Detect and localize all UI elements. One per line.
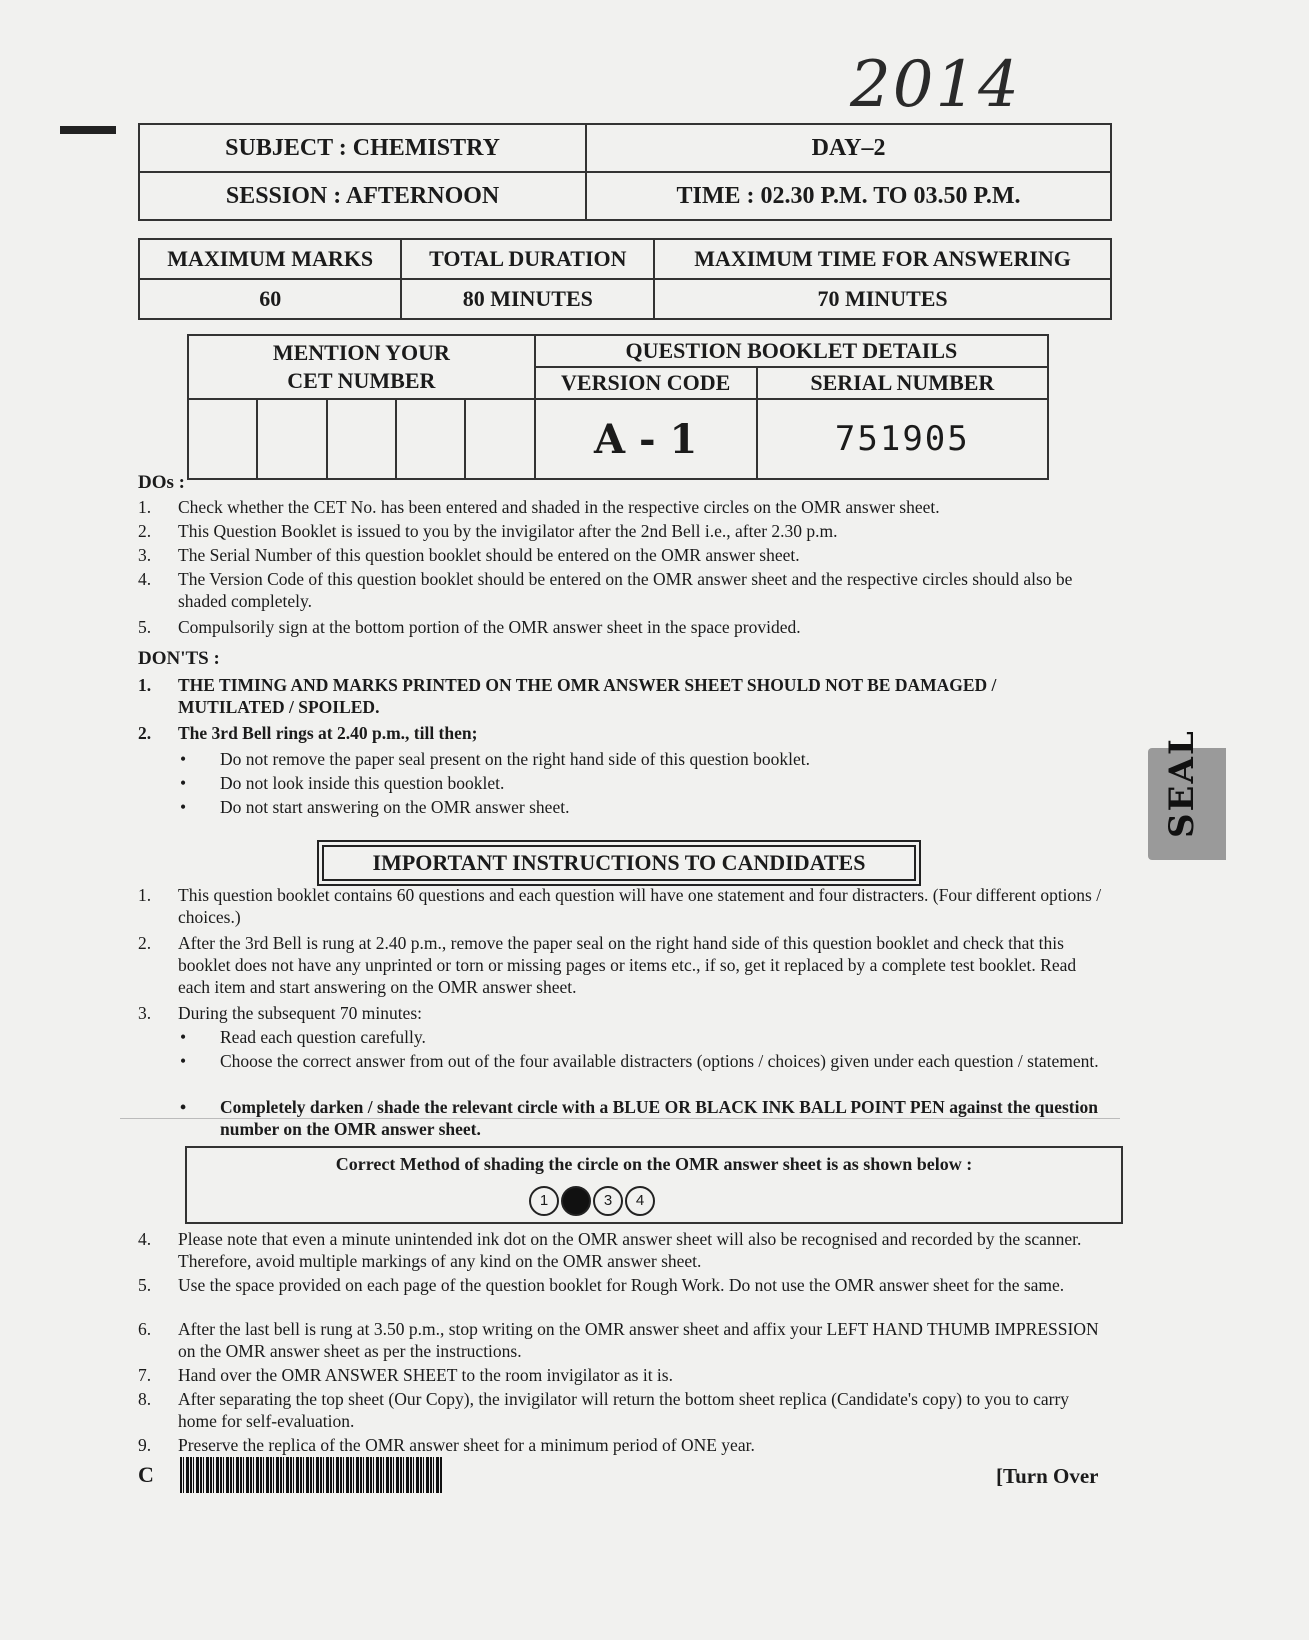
shading-caption: Correct Method of shading the circle on the OMR answer sheet is as shown below : — [335, 1154, 973, 1174]
item-number: 6. — [138, 1319, 152, 1339]
total-duration-header: TOTAL DURATION — [401, 239, 654, 279]
max-marks-value: 60 — [139, 279, 401, 319]
instruction-item — [138, 884, 1106, 928]
barcode — [180, 1457, 442, 1493]
cet-digit-box[interactable] — [327, 399, 396, 479]
cet-number-label — [188, 335, 535, 399]
bullet-text: Do not look inside this question booklet. — [220, 773, 505, 793]
version-code-label: VERSION CODE — [535, 367, 757, 399]
time-cell: TIME : 02.30 P.M. TO 03.50 P.M. — [586, 172, 1111, 220]
item-text: During the subsequent 70 minutes: — [178, 1003, 423, 1023]
item-text: Compulsorily sign at the bottom portion of the OMR answer sheet in the space provided. — [178, 617, 801, 637]
cet-digit-box[interactable] — [465, 399, 534, 479]
item-number: 1. — [138, 675, 152, 695]
omr-bubbles — [529, 1186, 655, 1216]
donts-item — [138, 674, 1106, 718]
omr-bubble: 1 — [529, 1186, 559, 1216]
omr-bubble: 3 — [593, 1186, 623, 1216]
max-time-value: 70 MINUTES — [654, 279, 1111, 319]
instruction-item — [138, 1388, 1106, 1432]
cet-digit-box[interactable] — [257, 399, 326, 479]
cet-label-line2: CET NUMBER — [287, 368, 436, 393]
seal-label: SEAL — [1162, 729, 1202, 838]
dos-item — [138, 616, 1106, 638]
item-number: 4. — [138, 569, 152, 589]
item-number: 8. — [138, 1389, 152, 1409]
item-text: The Serial Number of this question booklet should be entered on the OMR answer sheet. — [178, 545, 800, 565]
item-number: 2. — [138, 933, 152, 953]
booklet-details-label: QUESTION BOOKLET DETAILS — [535, 335, 1048, 367]
dos-item — [138, 496, 1106, 518]
divider — [120, 1118, 1120, 1119]
instruction-bullet: • Choose the correct answer from out of the four available distracters (options / choices) given under each question / statement. — [180, 1050, 1106, 1072]
instruction-item — [138, 1228, 1106, 1272]
item-number: 4. — [138, 1229, 152, 1249]
item-text: After the 3rd Bell is rung at 2.40 p.m., remove the paper seal on the right hand side of this question booklet and check that this booklet does not have any unprinted or torn or missing pages or items etc., if so, get it replaced by a complete test booklet. Read each item and start answering on the OMR answer sheet. — [178, 933, 1077, 997]
paper-seal[interactable] — [1148, 729, 1226, 860]
instruction-item — [138, 1318, 1106, 1362]
dos-item — [138, 544, 1106, 566]
item-text: Hand over the OMR ANSWER SHEET to the room invigilator as it is. — [178, 1365, 673, 1385]
item-number: 5. — [138, 617, 152, 637]
item-text: Check whether the CET No. has been entered and shaded in the respective circles on the OMR answer sheet. — [178, 497, 940, 517]
item-text: After separating the top sheet (Our Copy), the invigilator will return the bottom sheet replica (Candidate's copy) to you to carry home for self-evaluation. — [178, 1389, 1070, 1431]
subject-cell: SUBJECT : CHEMISTRY — [139, 124, 586, 172]
instruction-item — [138, 1434, 1106, 1456]
cet-label-line1: MENTION YOUR — [272, 340, 450, 365]
instruction-item — [138, 932, 1106, 998]
item-number: 2. — [138, 521, 152, 541]
instruction-item — [138, 1002, 1106, 1024]
serial-number-label: SERIAL NUMBER — [757, 367, 1048, 399]
item-text: Preserve the replica of the OMR answer sheet for a minimum period of ONE year. — [178, 1435, 755, 1455]
marks-table — [138, 238, 1112, 320]
item-number: 5. — [138, 1275, 152, 1295]
handwritten-year: 2014 — [850, 48, 1021, 122]
omr-bubble: 4 — [625, 1186, 655, 1216]
cet-digit-box[interactable] — [188, 399, 257, 479]
instruction-bullet: • Read each question carefully. — [180, 1026, 1106, 1048]
donts-bullet: • Do not start answering on the OMR answer sheet. — [180, 796, 1106, 818]
important-instructions-heading: IMPORTANT INSTRUCTIONS TO CANDIDATES — [322, 845, 916, 881]
item-number: 1. — [138, 497, 152, 517]
series-letter: C — [138, 1462, 154, 1487]
item-text: Please note that even a minute unintended ink dot on the OMR answer sheet will also be recognised and recorded by the scanner. Therefore, avoid multiple markings of any kind on the OMR answer sheet. — [178, 1229, 1082, 1271]
version-code-value: A - 1 — [535, 399, 757, 479]
donts-bullet: • Do not look inside this question booklet. — [180, 772, 1106, 794]
item-text: This question booklet contains 60 questions and each question will have one statement and four distracters. (Four different options / choices.) — [178, 885, 1102, 927]
donts-item — [138, 722, 1106, 744]
margin-mark — [60, 126, 116, 134]
day-cell: DAY–2 — [586, 124, 1111, 172]
bullet-text: Do not remove the paper seal present on the right hand side of this question booklet. — [220, 749, 811, 769]
instruction-item — [138, 1364, 1106, 1386]
dos-item — [138, 520, 1106, 542]
serial-number-value: 751905 — [757, 399, 1048, 479]
item-number: 9. — [138, 1435, 152, 1455]
booklet-details-table — [187, 334, 1049, 480]
session-cell: SESSION : AFTERNOON — [139, 172, 586, 220]
item-number: 3. — [138, 545, 152, 565]
item-number: 3. — [138, 1003, 152, 1023]
dos-heading: DOs : — [138, 472, 185, 493]
bullet-text: Do not start answering on the OMR answer sheet. — [220, 797, 570, 817]
donts-bullet: • Do not remove the paper seal present on the right hand side of this question booklet. — [180, 748, 1106, 770]
bullet-text: Choose the correct answer from out of the four available distracters (options / choices) given under each question / statement. — [220, 1051, 1099, 1071]
item-text: The Version Code of this question booklet should be entered on the OMR answer sheet and the respective circles should also be shaded completely. — [178, 569, 1073, 611]
item-text: After the last bell is rung at 3.50 p.m., stop writing on the OMR answer sheet and affix your LEFT HAND THUMB IMPRESSION on the OMR answer sheet as per the instructions. — [178, 1319, 1099, 1361]
cet-digit-box[interactable] — [396, 399, 465, 479]
dos-item — [138, 568, 1106, 612]
omr-bubble-filled — [561, 1186, 591, 1216]
max-time-header: MAXIMUM TIME FOR ANSWERING — [654, 239, 1111, 279]
item-number: 7. — [138, 1365, 152, 1385]
bullet-text: Read each question carefully. — [220, 1027, 426, 1047]
header-table — [138, 123, 1112, 221]
item-text: The 3rd Bell rings at 2.40 p.m., till then; — [178, 723, 478, 743]
total-duration-value: 80 MINUTES — [401, 279, 654, 319]
item-number: 1. — [138, 885, 152, 905]
shading-example-box — [185, 1146, 1123, 1224]
donts-heading: DON'TS : — [138, 648, 220, 669]
turn-over-label: [Turn Over — [996, 1464, 1099, 1488]
item-number: 2. — [138, 723, 152, 743]
bullet-text: Completely darken / shade the relevant circle with a BLUE OR BLACK INK BALL POINT PEN against the question number on the OMR answer sheet. — [220, 1097, 1098, 1139]
max-marks-header: MAXIMUM MARKS — [139, 239, 401, 279]
instruction-item — [138, 1274, 1106, 1296]
item-text: This Question Booklet is issued to you by the invigilator after the 2nd Bell i.e., after 2.30 p.m. — [178, 521, 838, 541]
item-text: Use the space provided on each page of the question booklet for Rough Work. Do not use the OMR answer sheet for the same. — [178, 1275, 1065, 1295]
instruction-bullet: • Completely darken / shade the relevant circle with a BLUE OR BLACK INK BALL POINT PEN against the question number on the OMR answer sheet. — [180, 1096, 1106, 1140]
item-text: THE TIMING AND MARKS PRINTED ON THE OMR ANSWER SHEET SHOULD NOT BE DAMAGED / MUTILATED / SPOILED. — [178, 675, 997, 717]
